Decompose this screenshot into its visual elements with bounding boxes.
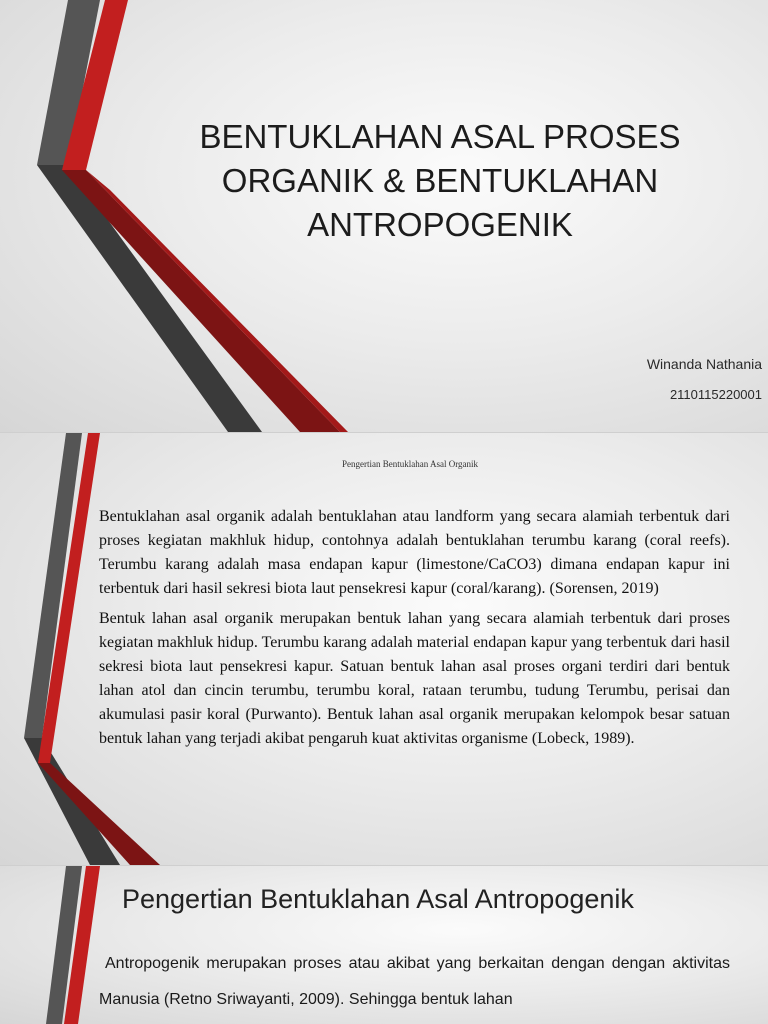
slide-body	[99, 505, 730, 757]
presentation-title: BENTUKLAHAN ASAL PROSES ORGANIK & BENTUKLAHAN ANTROPOGENIK	[199, 118, 681, 243]
slide-heading: Pengertian Bentuklahan Asal Antropogenik	[122, 884, 634, 914]
slide-organic	[0, 433, 768, 865]
paragraph: Bentuklahan asal organik adalah bentuklahan atau landform yang secara alamiah terbentuk dari proses kegiatan makhluk hidup, contohnya adalah bentuklahan terumbu karang (coral reefs). Terumbu karang adalah masa endapan kapur (limestone/CaCO3) dimana endapan kapur ini terbentuk dari hasil sekresi biota laut pensekresi kapur (coral/karang). (Sorensen, 2019)	[99, 508, 730, 597]
slide-heading: Pengertian Bentuklahan Asal Organik	[341, 459, 479, 469]
slide-title	[0, 0, 768, 432]
slide-body: Antropogenik merupakan proses atau akibat yang berkaitan dengan dengan aktivitas Manusia (Retno Sriwayanti, 2009). Sehingga bentuk lahan	[99, 955, 730, 1008]
author-name: Winanda Nathania	[646, 356, 762, 372]
slide-anthropogenic	[0, 866, 768, 1024]
student-id: 2110115220001	[669, 387, 762, 402]
paragraph: Bentuk lahan asal organik merupakan bentuk lahan yang secara alamiah terbentuk dari proses kegiatan makhluk hidup. Terumbu karang adalah material endapan kapur yang terbentuk dari hasil sekresi biota laut pensekresi kapur. Satuan bentuk lahan asal proses organi terdiri dari bentuk lahan atol dan cincin terumbu, terumbu koral, rataan terumbu, tudung Terumbu, perisai dan akumulasi pasir koral (Purwanto). Bentuk lahan asal organik merupakan kelompok besar satuan bentuk lahan yang terjadi akibat pengaruh kuat aktivitas organisme (Lobeck, 1989).	[99, 610, 730, 747]
